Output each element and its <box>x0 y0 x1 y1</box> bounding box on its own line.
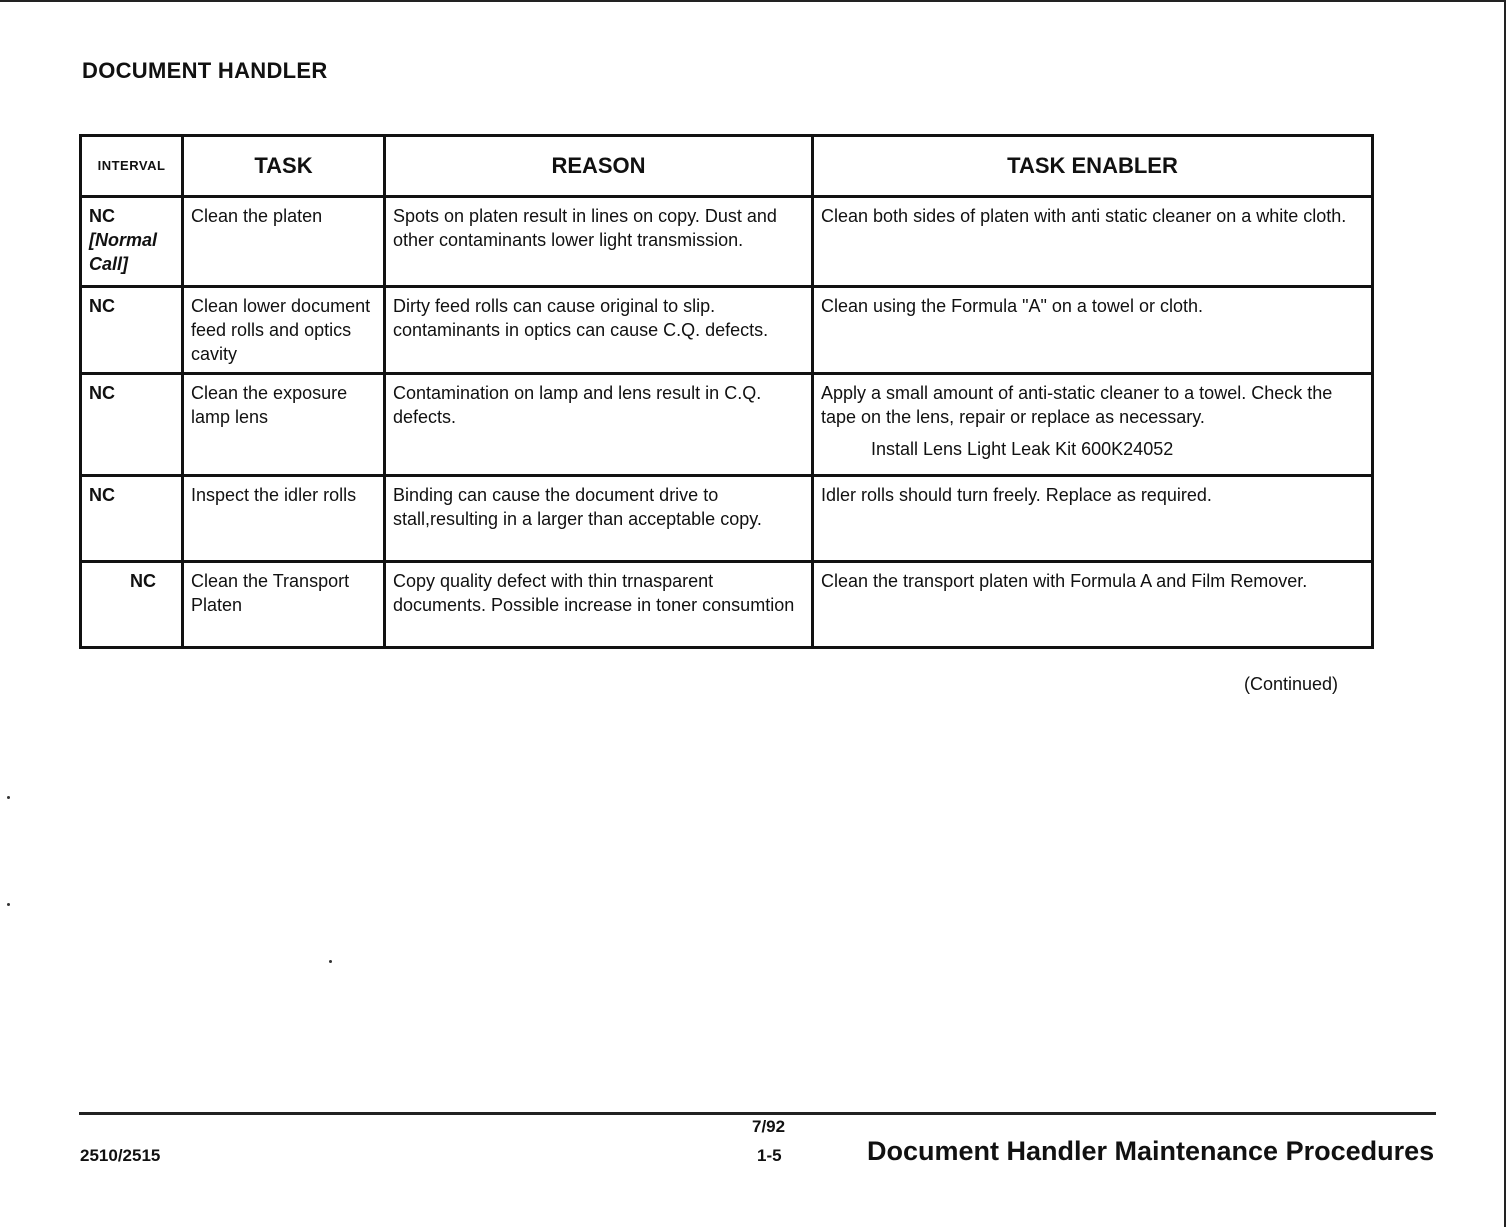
scan-speck <box>7 796 10 799</box>
header-task: TASK <box>183 136 385 197</box>
header-task-enabler: TASK ENABLER <box>813 136 1373 197</box>
enabler-cell: Idler rolls should turn freely. Replace as required. <box>813 476 1373 562</box>
interval-cell: NC <box>81 287 183 374</box>
page-border-top <box>0 0 1506 2</box>
enabler-kit-note: Install Lens Light Leak Kit 600K24052 <box>871 439 1174 459</box>
header-reason: REASON <box>385 136 813 197</box>
enabler-cell: Clean using the Formula "A" on a towel or cloth. <box>813 287 1373 374</box>
interval-cell <box>81 197 183 287</box>
enabler-cell <box>813 374 1373 476</box>
task-cell: Clean the exposure lamp lens <box>183 374 385 476</box>
footer-rule <box>79 1112 1436 1115</box>
continued-note: (Continued) <box>1244 674 1339 694</box>
table-row <box>81 562 1373 648</box>
interval-cell: NC <box>81 476 183 562</box>
footer-page-number: 1-5 <box>757 1146 782 1165</box>
enabler-cell: Clean the transport platen with Formula A and Film Remover. <box>813 562 1373 648</box>
task-cell: Clean the Transport Platen <box>183 562 385 648</box>
interval-cell: NC <box>81 562 183 648</box>
scan-speck <box>7 903 10 906</box>
footer-date: 7/92 <box>752 1117 786 1136</box>
task-cell: Inspect the idler rolls <box>183 476 385 562</box>
table-row <box>81 374 1373 476</box>
table-header-row <box>81 136 1373 197</box>
table-row <box>81 287 1373 374</box>
interval-cell: NC <box>81 374 183 476</box>
reason-cell: Copy quality defect with thin trnasparent documents. Possible increase in toner consumtion <box>385 562 813 648</box>
header-interval: INTERVAL <box>81 136 183 197</box>
reason-cell: Spots on platen result in lines on copy. Dust and other contaminants lower light transmission. <box>385 197 813 287</box>
footer-title: Document Handler Maintenance Procedures <box>867 1136 1435 1166</box>
maintenance-table <box>79 134 1374 649</box>
enabler-text: Apply a small amount of anti-static cleaner to a towel. Check the tape on the lens, repair or replace as necessary. <box>821 383 1333 427</box>
reason-cell: Contamination on lamp and lens result in C.Q. defects. <box>385 374 813 476</box>
task-cell: Clean lower document feed rolls and optics cavity <box>183 287 385 374</box>
footer-model: 2510/2515 <box>80 1146 161 1165</box>
table-row <box>81 197 1373 287</box>
interval-subnote: [Normal Call] <box>89 230 158 274</box>
reason-cell: Dirty feed rolls can cause original to slip. contaminants in optics can cause C.Q. defects. <box>385 287 813 374</box>
interval-value: NC <box>89 206 115 226</box>
scan-speck <box>329 960 332 963</box>
enabler-cell: Clean both sides of platen with anti static cleaner on a white cloth. <box>813 197 1373 287</box>
table-row <box>81 476 1373 562</box>
section-title: DOCUMENT HANDLER <box>82 58 328 83</box>
reason-cell: Binding can cause the document drive to stall,resulting in a larger than acceptable copy. <box>385 476 813 562</box>
task-cell: Clean the platen <box>183 197 385 287</box>
